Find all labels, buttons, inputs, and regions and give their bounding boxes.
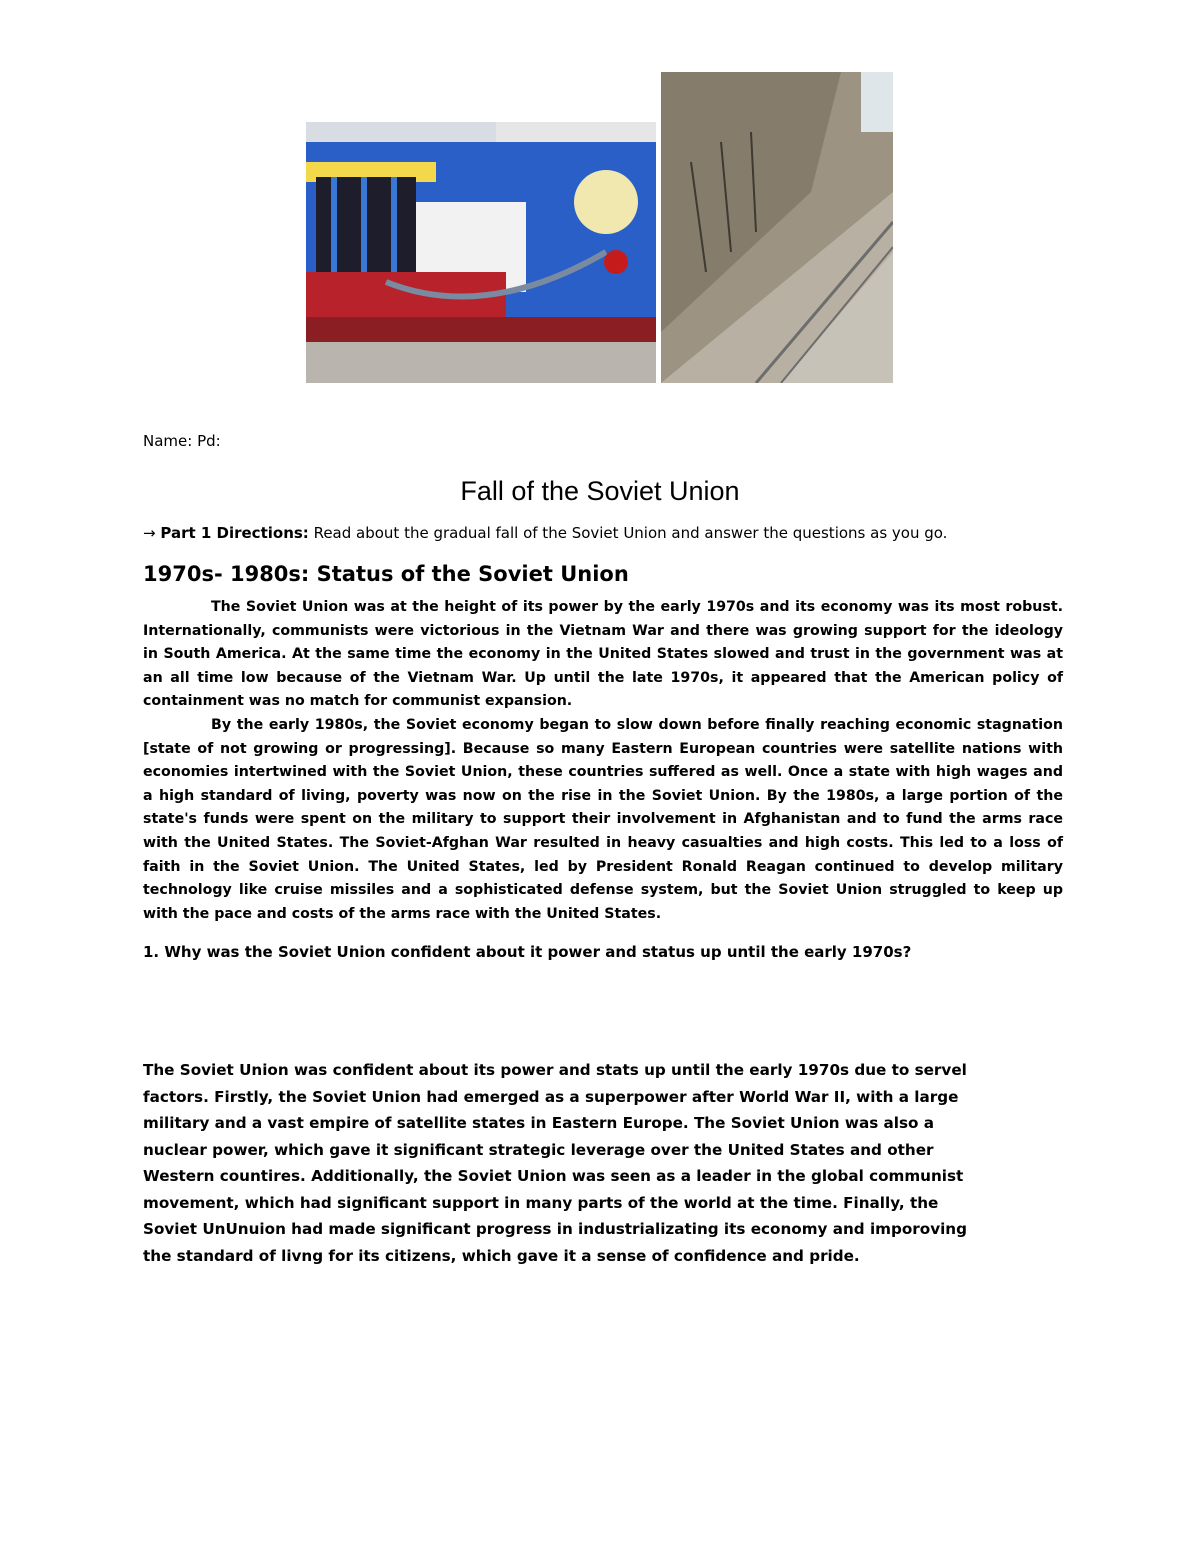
paragraph-1: The Soviet Union was at the height of its power by the early 1970s and its economy was its most robust. Internationally, communists were victorious in the Vietnam War and there was growing support for the ideology in South America. At the same time the economy in the United States slowed and trust in the government was at an all time low because of the Vietnam War. Up until the late 1970s, it appeared that the American policy of containment was no match for communist expansion. (143, 599, 1063, 710)
section-heading: 1970s- 1980s: Status of the Soviet Union (143, 562, 629, 586)
directions-text: Read about the gradual fall of the Soviet Union and answer the questions as you go. (308, 524, 948, 542)
berlin-wall-remains-photo (661, 72, 893, 383)
question-1: 1. Why was the Soviet Union confident about it power and status up until the early 1970s? (143, 943, 912, 961)
page-title: Fall of the Soviet Union (460, 476, 740, 506)
name-period-line: Name: Pd: (143, 432, 221, 450)
answer-1: The Soviet Union was confident about its power and stats up until the early 1970s due to servel factors. Firstly, the Soviet Union had emerged as a superpower after World War II, with a large military and a vast empire of satellite states in Eastern Europe. The Soviet Union was also a nuclear power, which gave it significant strategic leverage over the United States and other Western countires. Additionally, the Soviet Union was seen as a leader in the global communist movement, which had significant support in many parts of the world at the time. Finally, the Soviet UnUnuion had made significant progress in industrializating its economy and imporoving the standard of livng for its citizens, which gave it a sense of confidence and pride. (143, 1061, 967, 1265)
paragraph-2: By the early 1980s, the Soviet economy began to slow down before finally reaching economic stagnation [state of not growing or progressing]. Because so many Eastern European countries were satellite nations with economies intertwined with the Soviet Union, these countries suffered as well. Once a state with high wages and a high standard of living, poverty was now on the rise in the Soviet Union. By the 1980s, a large portion of the state's funds were spent on the military to support their involvement in Afghanistan and to fund the arms race with the United States. The Soviet-Afghan War resulted in heavy casualties and high costs. This led to a loss of faith in the Soviet Union. The United States, led by President Ronald Reagan continued to develop military technology like cruise missiles and a sophisticated defense system, but the Soviet Union struggled to keep up with the pace and costs of the arms race with the United States. (143, 716, 1063, 922)
reading-passage (143, 596, 1063, 926)
directions-label: Part 1 Directions: (160, 524, 309, 542)
arrow-icon: → (143, 524, 156, 542)
part-1-directions (143, 524, 947, 542)
berlin-wall-mural-photo (306, 122, 656, 383)
